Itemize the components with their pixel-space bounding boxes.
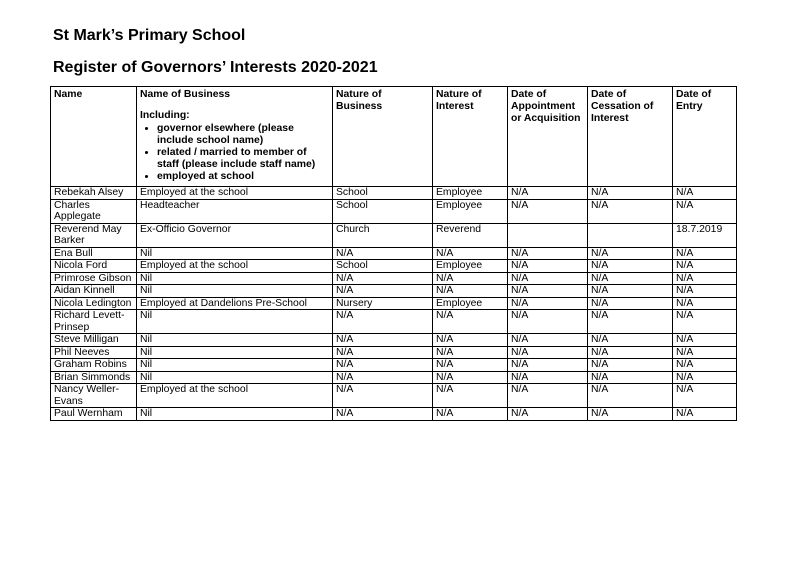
table-row (51, 334, 737, 347)
cell-business: Employed at Dandelions Pre-School (137, 297, 333, 310)
table-row (51, 384, 737, 408)
cell-date-cessation: N/A (588, 297, 673, 310)
cell-name: Nicola Ledington (51, 297, 137, 310)
cell-nature-interest: Employee (433, 199, 508, 223)
cell-date-appointment: N/A (508, 371, 588, 384)
cell-date-appointment: N/A (508, 408, 588, 421)
table-row (51, 297, 737, 310)
cell-nature-business: N/A (333, 272, 433, 285)
header-business-notes (140, 123, 329, 183)
cell-date-entry: N/A (673, 346, 737, 359)
header-name: Name (51, 87, 137, 187)
cell-nature-business: N/A (333, 310, 433, 334)
table-row (51, 346, 737, 359)
cell-date-appointment: N/A (508, 346, 588, 359)
cell-nature-interest: N/A (433, 247, 508, 260)
table-row (51, 187, 737, 200)
table-header-row (51, 87, 737, 187)
cell-date-entry: N/A (673, 187, 737, 200)
cell-business: Nil (137, 247, 333, 260)
cell-nature-interest: Employee (433, 260, 508, 273)
cell-date-appointment: N/A (508, 384, 588, 408)
cell-name: Reverend May Barker (51, 223, 137, 247)
cell-date-cessation: N/A (588, 310, 673, 334)
cell-date-entry: N/A (673, 384, 737, 408)
cell-date-appointment: N/A (508, 285, 588, 298)
table-row (51, 285, 737, 298)
header-date-appointment: Date of Appointment or Acquisition (508, 87, 588, 187)
cell-name: Richard Levett-Prinsep (51, 310, 137, 334)
cell-name: Nicola Ford (51, 260, 137, 273)
cell-date-cessation: N/A (588, 408, 673, 421)
cell-nature-business: N/A (333, 384, 433, 408)
cell-date-cessation: N/A (588, 199, 673, 223)
cell-nature-business: School (333, 199, 433, 223)
cell-date-entry: N/A (673, 247, 737, 260)
cell-nature-business: N/A (333, 247, 433, 260)
cell-date-appointment: N/A (508, 187, 588, 200)
cell-business: Nil (137, 346, 333, 359)
cell-date-cessation: N/A (588, 187, 673, 200)
cell-nature-business: Church (333, 223, 433, 247)
cell-name: Brian Simmonds (51, 371, 137, 384)
cell-nature-business: N/A (333, 285, 433, 298)
cell-date-appointment: N/A (508, 334, 588, 347)
table-row (51, 247, 737, 260)
cell-name: Phil Neeves (51, 346, 137, 359)
cell-date-appointment: N/A (508, 247, 588, 260)
cell-nature-interest: N/A (433, 384, 508, 408)
cell-nature-interest: N/A (433, 346, 508, 359)
cell-business: Nil (137, 310, 333, 334)
register-title: Register of Governors’ Interests 2020-2021 (53, 59, 378, 76)
cell-date-entry: N/A (673, 285, 737, 298)
cell-name: Steve Milligan (51, 334, 137, 347)
cell-date-entry: N/A (673, 199, 737, 223)
cell-date-cessation (588, 223, 673, 247)
cell-date-cessation: N/A (588, 346, 673, 359)
cell-name: Graham Robins (51, 359, 137, 372)
cell-date-cessation: N/A (588, 384, 673, 408)
cell-nature-interest: Employee (433, 187, 508, 200)
cell-date-entry: N/A (673, 334, 737, 347)
cell-nature-interest: N/A (433, 371, 508, 384)
cell-date-entry: N/A (673, 371, 737, 384)
cell-name: Rebekah Alsey (51, 187, 137, 200)
cell-date-appointment: N/A (508, 199, 588, 223)
cell-name: Charles Applegate (51, 199, 137, 223)
school-name: St Mark’s Primary School (53, 27, 246, 44)
header-business-including: Including: (140, 110, 190, 121)
governors-interests-table (50, 86, 737, 421)
cell-date-entry: N/A (673, 359, 737, 372)
cell-date-appointment: N/A (508, 272, 588, 285)
cell-nature-business: N/A (333, 334, 433, 347)
cell-business: Nil (137, 272, 333, 285)
cell-date-cessation: N/A (588, 285, 673, 298)
cell-business: Nil (137, 408, 333, 421)
cell-business: Nil (137, 371, 333, 384)
table-row (51, 359, 737, 372)
cell-nature-business: N/A (333, 371, 433, 384)
cell-nature-interest: N/A (433, 359, 508, 372)
cell-nature-business: N/A (333, 346, 433, 359)
cell-nature-business: Nursery (333, 297, 433, 310)
cell-name: Primrose Gibson (51, 272, 137, 285)
header-date-cessation: Date of Cessation of Interest (588, 87, 673, 187)
header-business (137, 87, 333, 187)
cell-nature-interest: N/A (433, 285, 508, 298)
cell-date-entry: N/A (673, 297, 737, 310)
cell-name: Aidan Kinnell (51, 285, 137, 298)
cell-date-entry: 18.7.2019 (673, 223, 737, 247)
cell-date-entry: N/A (673, 272, 737, 285)
cell-business: Nil (137, 334, 333, 347)
cell-nature-business: School (333, 187, 433, 200)
business-note: • governor elsewhere (please include school name) (157, 123, 329, 147)
cell-date-appointment: N/A (508, 310, 588, 334)
cell-business: Nil (137, 359, 333, 372)
cell-nature-business: N/A (333, 408, 433, 421)
cell-nature-interest: N/A (433, 310, 508, 334)
cell-date-cessation: N/A (588, 247, 673, 260)
cell-nature-interest: N/A (433, 334, 508, 347)
cell-date-entry: N/A (673, 310, 737, 334)
table-row (51, 223, 737, 247)
cell-business: Employed at the school (137, 260, 333, 273)
cell-date-appointment (508, 223, 588, 247)
cell-date-appointment: N/A (508, 359, 588, 372)
cell-date-appointment: N/A (508, 297, 588, 310)
cell-name: Ena Bull (51, 247, 137, 260)
cell-date-entry: N/A (673, 408, 737, 421)
table-row (51, 310, 737, 334)
cell-nature-interest: N/A (433, 272, 508, 285)
cell-date-cessation: N/A (588, 334, 673, 347)
cell-date-cessation: N/A (588, 260, 673, 273)
business-note: • related / married to member of staff (please include staff name) (157, 147, 329, 171)
cell-date-cessation: N/A (588, 272, 673, 285)
header-date-entry: Date of Entry (673, 87, 737, 187)
cell-nature-business: School (333, 260, 433, 273)
table-row (51, 260, 737, 273)
business-note: • employed at school (157, 171, 329, 183)
header-business-label: Name of Business (140, 89, 231, 100)
cell-date-appointment: N/A (508, 260, 588, 273)
cell-name: Nancy Weller-Evans (51, 384, 137, 408)
table-row (51, 408, 737, 421)
table-row (51, 371, 737, 384)
cell-business: Nil (137, 285, 333, 298)
table-row (51, 272, 737, 285)
cell-business: Ex-Officio Governor (137, 223, 333, 247)
cell-nature-interest: Reverend (433, 223, 508, 247)
cell-date-cessation: N/A (588, 371, 673, 384)
cell-business: Employed at the school (137, 384, 333, 408)
cell-date-cessation: N/A (588, 359, 673, 372)
cell-name: Paul Wernham (51, 408, 137, 421)
header-nature-interest: Nature of Interest (433, 87, 508, 187)
cell-date-entry: N/A (673, 260, 737, 273)
cell-nature-interest: N/A (433, 408, 508, 421)
cell-nature-business: N/A (333, 359, 433, 372)
table-row (51, 199, 737, 223)
cell-nature-interest: Employee (433, 297, 508, 310)
cell-business: Employed at the school (137, 187, 333, 200)
header-nature-business: Nature of Business (333, 87, 433, 187)
cell-business: Headteacher (137, 199, 333, 223)
